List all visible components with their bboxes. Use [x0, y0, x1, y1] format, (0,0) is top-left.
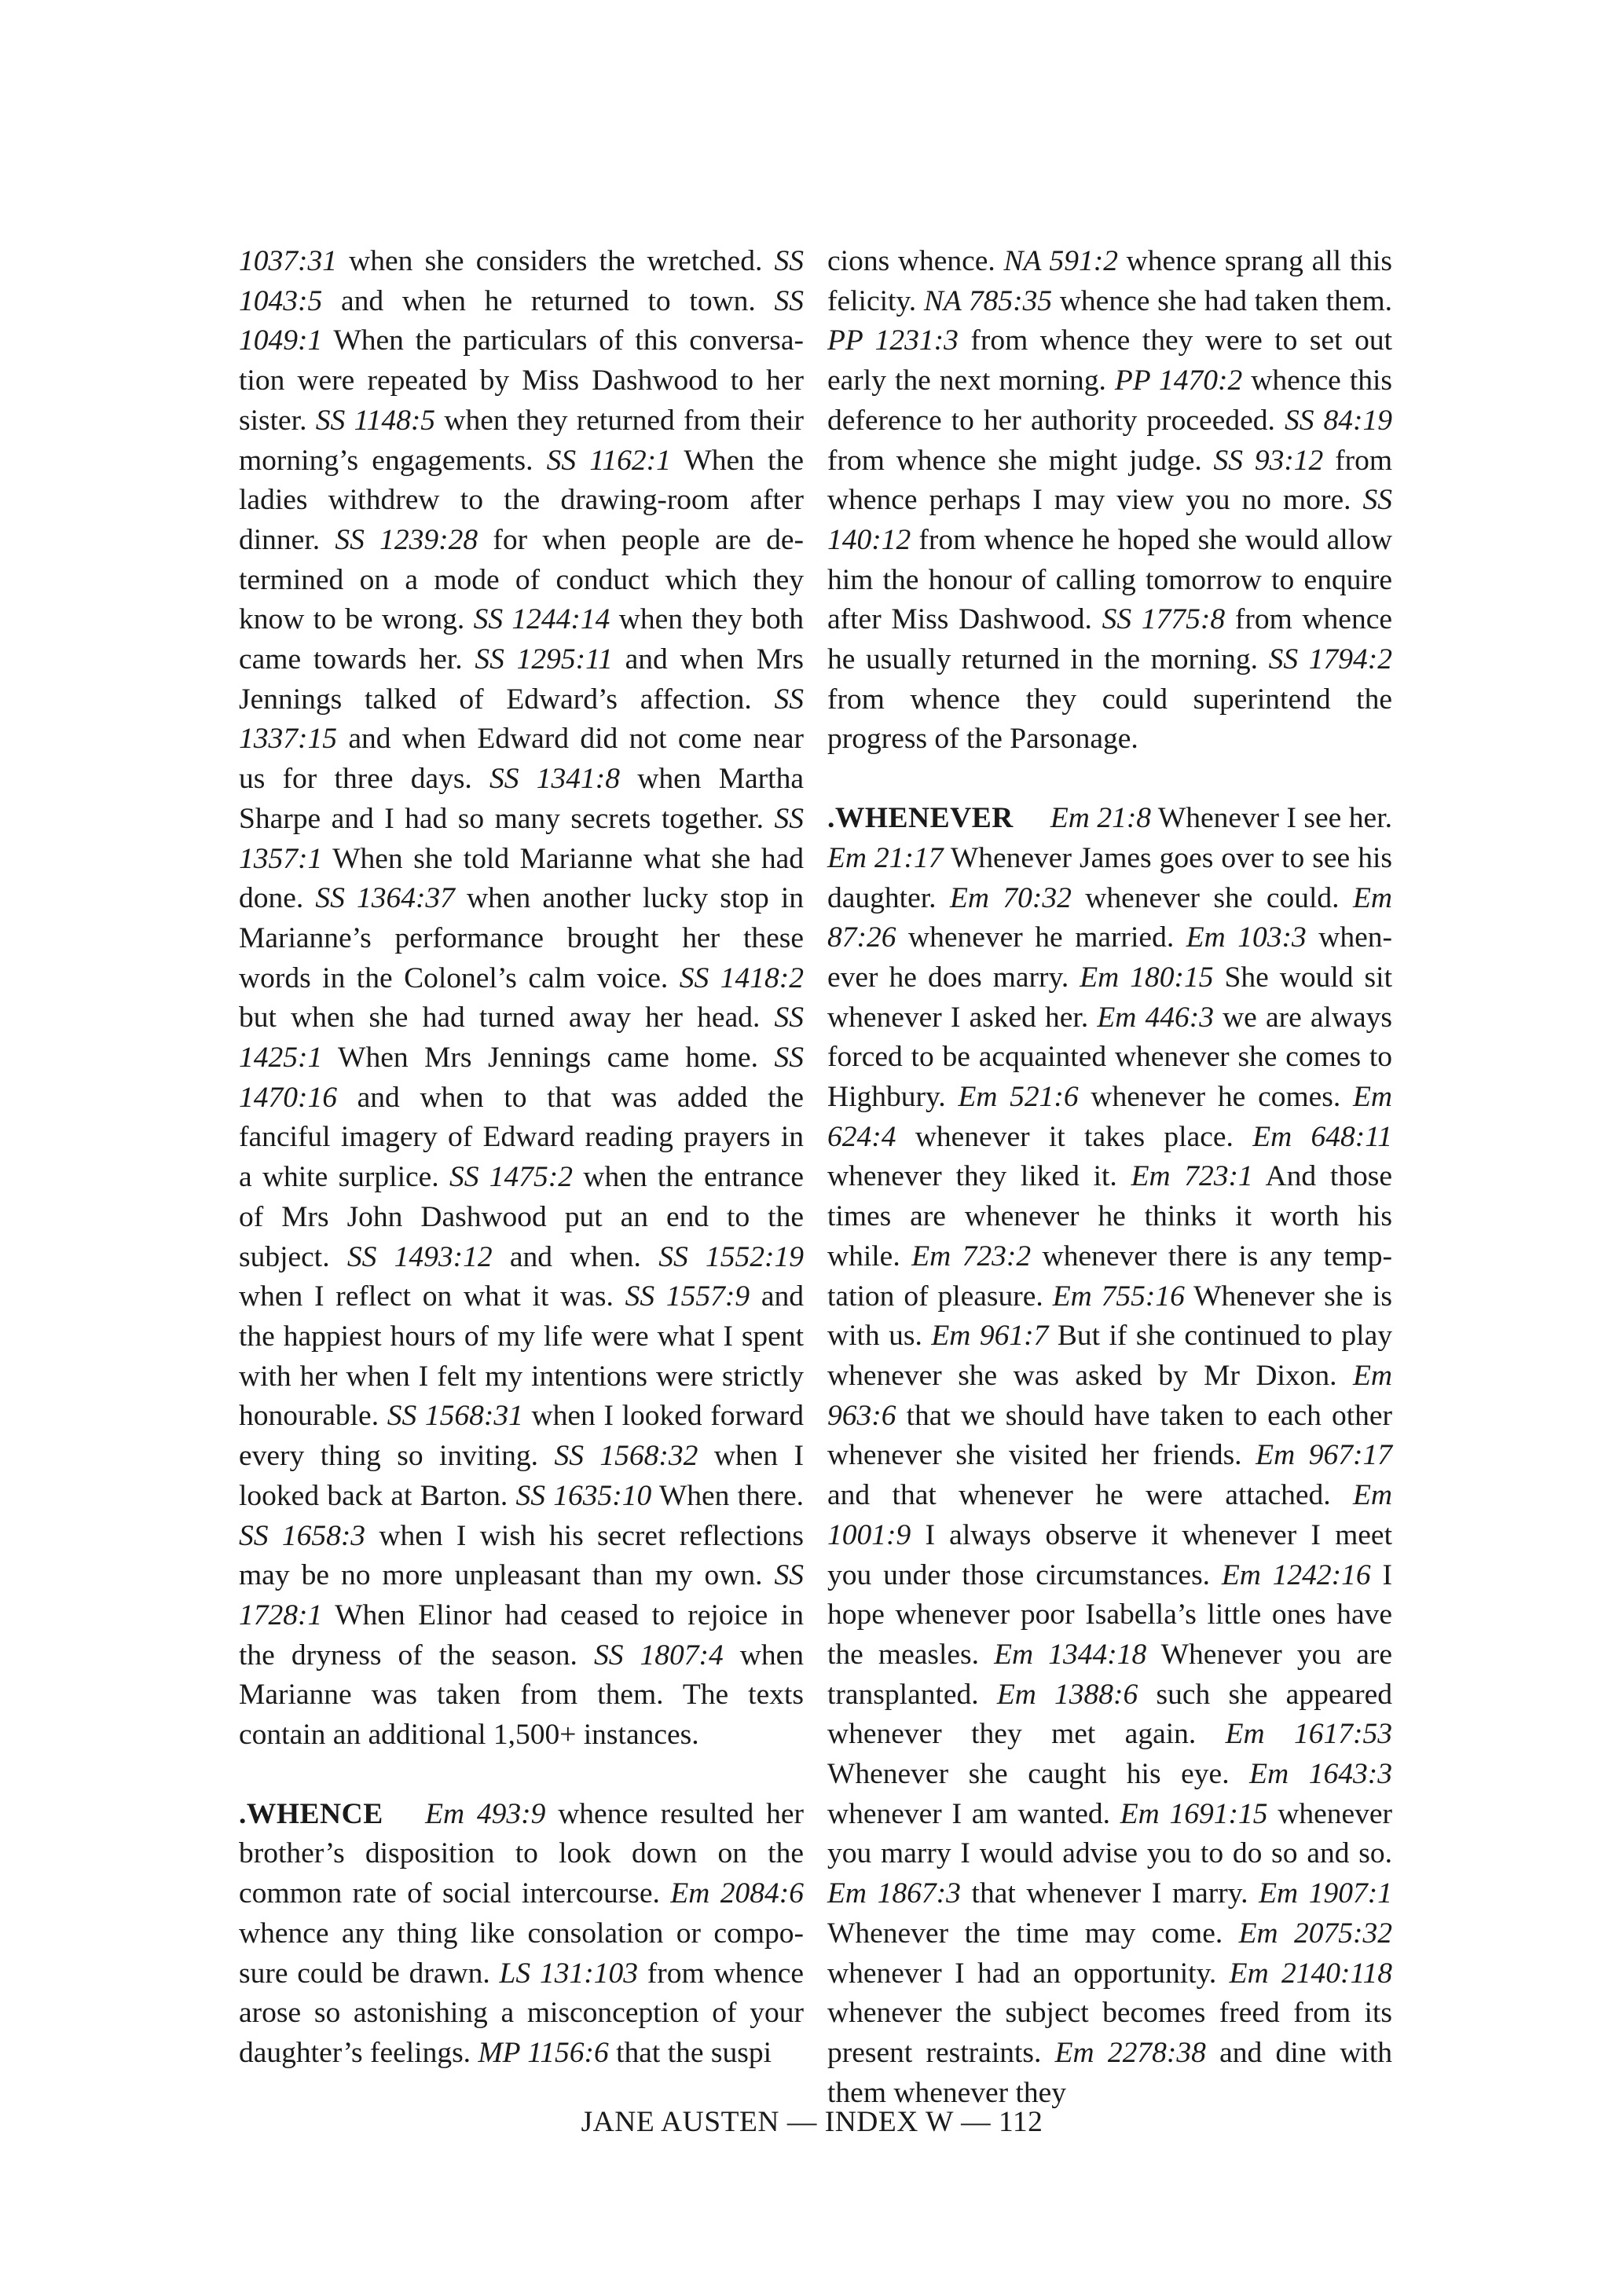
quotation-text: When the ladies withdrew to the drawing-room after dinner. — [239, 444, 804, 556]
citation-ref: Em 1242:16 — [1221, 1558, 1371, 1591]
citation-ref: SS 1635:10 — [515, 1479, 652, 1512]
quotation-text: whence any thing like consolation or composure could be drawn. — [239, 1917, 804, 1990]
citation-ref: PP 1231:3 — [827, 324, 959, 357]
quotation-text: that whenever I marry. — [960, 1877, 1259, 1910]
quotation-text: from whence they could superintend the progress of the Parsonage. — [827, 683, 1392, 756]
citation-ref: SS 1295:11 — [475, 643, 613, 676]
quotation-text: when I reflect on what it was. — [239, 1280, 625, 1313]
quotation-text: and when to that was added the fanciful imagery of Edward reading prayers in a white surplice. — [239, 1081, 804, 1194]
quotation-text: I always observe it whenever I meet you under those circumstances. — [827, 1518, 1392, 1591]
quotation-text: Whenever I see her. — [1151, 802, 1392, 835]
quotation-text: When there. — [651, 1479, 804, 1512]
citation-ref: 1037:31 — [239, 245, 337, 277]
citation-ref: Em 967:17 — [1256, 1439, 1393, 1472]
quotation-text: that the suspi — [608, 2036, 772, 2069]
citation-ref: PP 1470:2 — [1114, 364, 1243, 397]
citation-ref: Em 755:16 — [1052, 1280, 1185, 1313]
citation-ref: NA 591:2 — [1003, 245, 1118, 277]
citation-ref: Em 624:4 — [827, 1081, 1392, 1153]
citation-ref: Em 2140:118 — [1229, 1957, 1392, 1990]
quotation-text: But if she continued to play whenever she was asked by Mr Dixon. — [827, 1320, 1392, 1392]
quotation-text: from whence they were to set out early the next morning. — [827, 324, 1393, 397]
index-entry-paragraph — [239, 1795, 804, 2074]
citation-ref: SS 1148:5 — [315, 404, 436, 437]
citation-ref: SS 1470:16 — [239, 1042, 804, 1114]
citation-ref: SS 1244:14 — [473, 603, 610, 636]
quotation-text: Whenever James goes over to see his daughter. — [827, 841, 1392, 914]
citation-ref: SS 1807:4 — [593, 1639, 724, 1672]
citation-ref: SS 1775:8 — [1102, 603, 1226, 636]
quotation-text: cions whence. — [827, 245, 1004, 277]
citation-ref: Em 1617:53 — [1225, 1718, 1392, 1751]
quotation-text: and that whenever he were attached. — [827, 1479, 1353, 1512]
quotation-text: when the entrance of Mrs John Dashwood put an end to the subject. — [239, 1161, 804, 1273]
quotation-text: and when. — [492, 1240, 659, 1273]
citation-ref: SS 1239:28 — [335, 523, 478, 556]
quotation-text: when Martha Sharpe and I had so many secrets together. — [239, 763, 804, 835]
citation-ref: Em 180:15 — [1080, 961, 1214, 994]
quotation-text: And those times are whenever he thinks it worth his while. — [827, 1160, 1393, 1273]
citation-ref: SS 1162:1 — [546, 444, 671, 477]
citation-ref: LS 131:103 — [499, 1957, 638, 1990]
quotation-text: whenever he comes. — [1078, 1081, 1353, 1114]
citation-ref: SS 1341:8 — [489, 763, 621, 796]
index-entry-paragraph — [827, 799, 1392, 2113]
quotation-text: and when Edward did not come near us for three days. — [239, 723, 804, 796]
quotation-text: when Marianne was taken from them. The texts contain an additional 1,500+ instances. — [239, 1639, 804, 1752]
quotation-text: and when he returned to town. — [322, 284, 775, 317]
citation-ref: Em 87:26 — [827, 881, 1392, 954]
quotation-text: when they both came towards her. — [239, 603, 804, 676]
quotation-text: whence this deference to her authority proceeded. — [827, 364, 1393, 437]
citation-ref: Em 2084:6 — [670, 1877, 804, 1910]
headword: .WHENCE — [239, 1797, 383, 1830]
quotation-text: whenever there is any temptation of pleasure. — [827, 1240, 1392, 1313]
citation-ref: SS 140:12 — [827, 484, 1392, 556]
quotation-text: when I looked forward every thing so inviting. — [239, 1400, 804, 1473]
citation-ref: Em 493:9 — [425, 1797, 546, 1830]
citation-ref: Em 103:3 — [1186, 921, 1307, 954]
quotation-text: when I looked back at Barton. — [239, 1440, 804, 1512]
citation-ref: Em 723:1 — [1131, 1160, 1253, 1193]
quotation-text: whenever the subject becomes freed from its present restraints. — [827, 1997, 1392, 2069]
quotation-text: when she considers the wretched. — [337, 245, 775, 277]
quotation-text: we are always forced to be acquainted whenever she comes to Highbury. — [827, 1001, 1392, 1114]
citation-ref: SS 1425:1 — [239, 1002, 804, 1075]
quotation-text: whence sprang all this felicity. — [827, 245, 1392, 317]
headword: .WHENEVER — [827, 802, 1014, 835]
quotation-text: whence she had taken them. — [1052, 284, 1392, 317]
quotation-text: whenever she could. — [1071, 881, 1353, 914]
citation-ref: Em 648:11 — [1252, 1120, 1392, 1153]
quotation-text: such she appeared whenever they met again. — [827, 1678, 1392, 1751]
quotation-text: whenever you marry I would advise you to do so and so. — [827, 1797, 1392, 1870]
quotation-text: When Elinor had ceased to rejoice in the dryness of the season. — [239, 1598, 804, 1672]
citation-ref: Em 723:2 — [911, 1240, 1032, 1273]
citation-ref: SS 1364:37 — [315, 882, 455, 915]
page-footer: JANE AUSTEN — INDEX W — 112 — [581, 2106, 1043, 2138]
quotation-text: When the particulars of this conversation were repeated by Miss Dashwood to her sister. — [239, 324, 804, 437]
quotation-text: whenever I am wanted. — [827, 1797, 1120, 1830]
quotation-text: Whenever she caught his eye. — [827, 1758, 1250, 1791]
quotation-text: Whenever the time may come. — [827, 1917, 1239, 1950]
citation-ref: Em 963:6 — [827, 1359, 1392, 1432]
citation-ref: Em 70:32 — [949, 881, 1072, 914]
citation-ref: MP 1156:6 — [478, 2036, 609, 2069]
citation-ref: SS 84:19 — [1284, 404, 1392, 437]
citation-ref: Em 1643:3 — [1249, 1758, 1392, 1791]
quotation-text: from whence she might judge. — [827, 444, 1214, 477]
left-column — [239, 242, 804, 2074]
citation-ref: Em 21:17 — [827, 841, 944, 874]
quotation-text: and dine with them whenever they — [827, 2036, 1392, 2109]
citation-ref: SS 93:12 — [1213, 444, 1324, 477]
quotation-text: and when Mrs Jennings talked of Edward’s affection. — [239, 643, 804, 716]
citation-ref: Em 1691:15 — [1120, 1797, 1268, 1830]
quotation-text: that we should have taken to each other whenever she visited her friends. — [827, 1399, 1392, 1472]
citation-ref: SS 1049:1 — [239, 284, 804, 357]
citation-ref: Em 2075:32 — [1238, 1917, 1392, 1950]
quotation-text: and the happiest hours of my life were what I spent with her when I felt my intentions were strictly honourable. — [239, 1280, 804, 1433]
citation-ref: Em 2278:38 — [1054, 2036, 1206, 2069]
quotation-text: whenever he does marry. — [827, 921, 1393, 994]
quotation-text: when I wish his secret reflections may be no more unpleasant than my own. — [239, 1519, 804, 1592]
citation-ref: Em 961:7 — [931, 1320, 1049, 1353]
citation-ref: Em 446:3 — [1097, 1001, 1214, 1034]
right-column — [827, 242, 1392, 2113]
quotation-text: She would sit whenever I asked her. — [827, 961, 1392, 1034]
citation-ref: Em 1907:1 — [1259, 1877, 1393, 1910]
citation-ref: SS 1728:1 — [239, 1559, 804, 1631]
citation-ref: SS 1568:31 — [387, 1400, 523, 1433]
quotation-text: from whence he hoped she would allow him the honour of calling tomorrow to enquire after Miss Dashwood. — [827, 523, 1392, 636]
quotation-text: but when she had turned away her head. — [239, 1002, 775, 1034]
citation-ref: SS 1568:32 — [554, 1440, 698, 1473]
quotation-text: from whence arose so astonishing a misconception of your daughter’s feelings. — [239, 1957, 804, 2069]
citation-ref: SS 1794:2 — [1268, 643, 1392, 676]
quotation-text: whenever he married. — [896, 921, 1186, 954]
citation-ref: SS 1418:2 — [679, 961, 804, 994]
citation-ref: SS 1493:12 — [346, 1240, 493, 1273]
quotation-text: when another lucky stop in Marianne’s performance brought her these words in the Colonel’s calm voice. — [239, 882, 804, 994]
quotation-text: whenever it takes place. — [896, 1120, 1253, 1153]
quotation-text: from whence perhaps I may view you no more. — [827, 444, 1392, 517]
citation-ref: NA 785:35 — [923, 284, 1053, 317]
index-continuation-paragraph — [827, 242, 1392, 760]
citation-ref: Em 21:8 — [1050, 802, 1152, 835]
citation-ref: SS 1658:3 — [239, 1519, 366, 1552]
citation-ref: SS 1337:15 — [239, 683, 804, 756]
quotation-text: from whence he usually returned in the morning. — [827, 603, 1392, 676]
quotation-text: whenever I had an opportunity. — [827, 1957, 1230, 1990]
quotation-text: Whenever she is with us. — [827, 1280, 1392, 1353]
quotation-text: for when people are determined on a mode of conduct which they know to be wrong. — [239, 523, 804, 636]
quotation-text: whenever they liked it. — [827, 1160, 1131, 1193]
citation-ref: Em 1388:6 — [996, 1678, 1138, 1711]
quotation-text: I hope whenever poor Isabella’s little ones have the measles. — [827, 1558, 1392, 1671]
citation-ref: SS 1552:19 — [658, 1240, 804, 1273]
quotation-text: whence resulted her brother’s disposition to look down on the common rate of social intercourse. — [239, 1797, 804, 1910]
quotation-text: When she told Marianne what she had done. — [239, 842, 804, 915]
quotation-text: Whenever you are transplanted. — [827, 1638, 1392, 1711]
index-continuation-paragraph — [239, 242, 804, 1756]
citation-ref: SS 1475:2 — [449, 1161, 574, 1194]
citation-ref: SS 1043:5 — [239, 245, 804, 317]
citation-ref: SS 1357:1 — [239, 802, 804, 875]
quotation-text: when they returned from their morning’s engagements. — [239, 404, 804, 477]
citation-ref: Em 521:6 — [958, 1081, 1079, 1114]
citation-ref: SS 1557:9 — [625, 1280, 750, 1313]
citation-ref: Em 1001:9 — [827, 1479, 1392, 1551]
citation-ref: Em 1344:18 — [994, 1638, 1147, 1671]
citation-ref: Em 1867:3 — [827, 1877, 961, 1910]
quotation-text: When Mrs Jennings came home. — [322, 1042, 775, 1075]
